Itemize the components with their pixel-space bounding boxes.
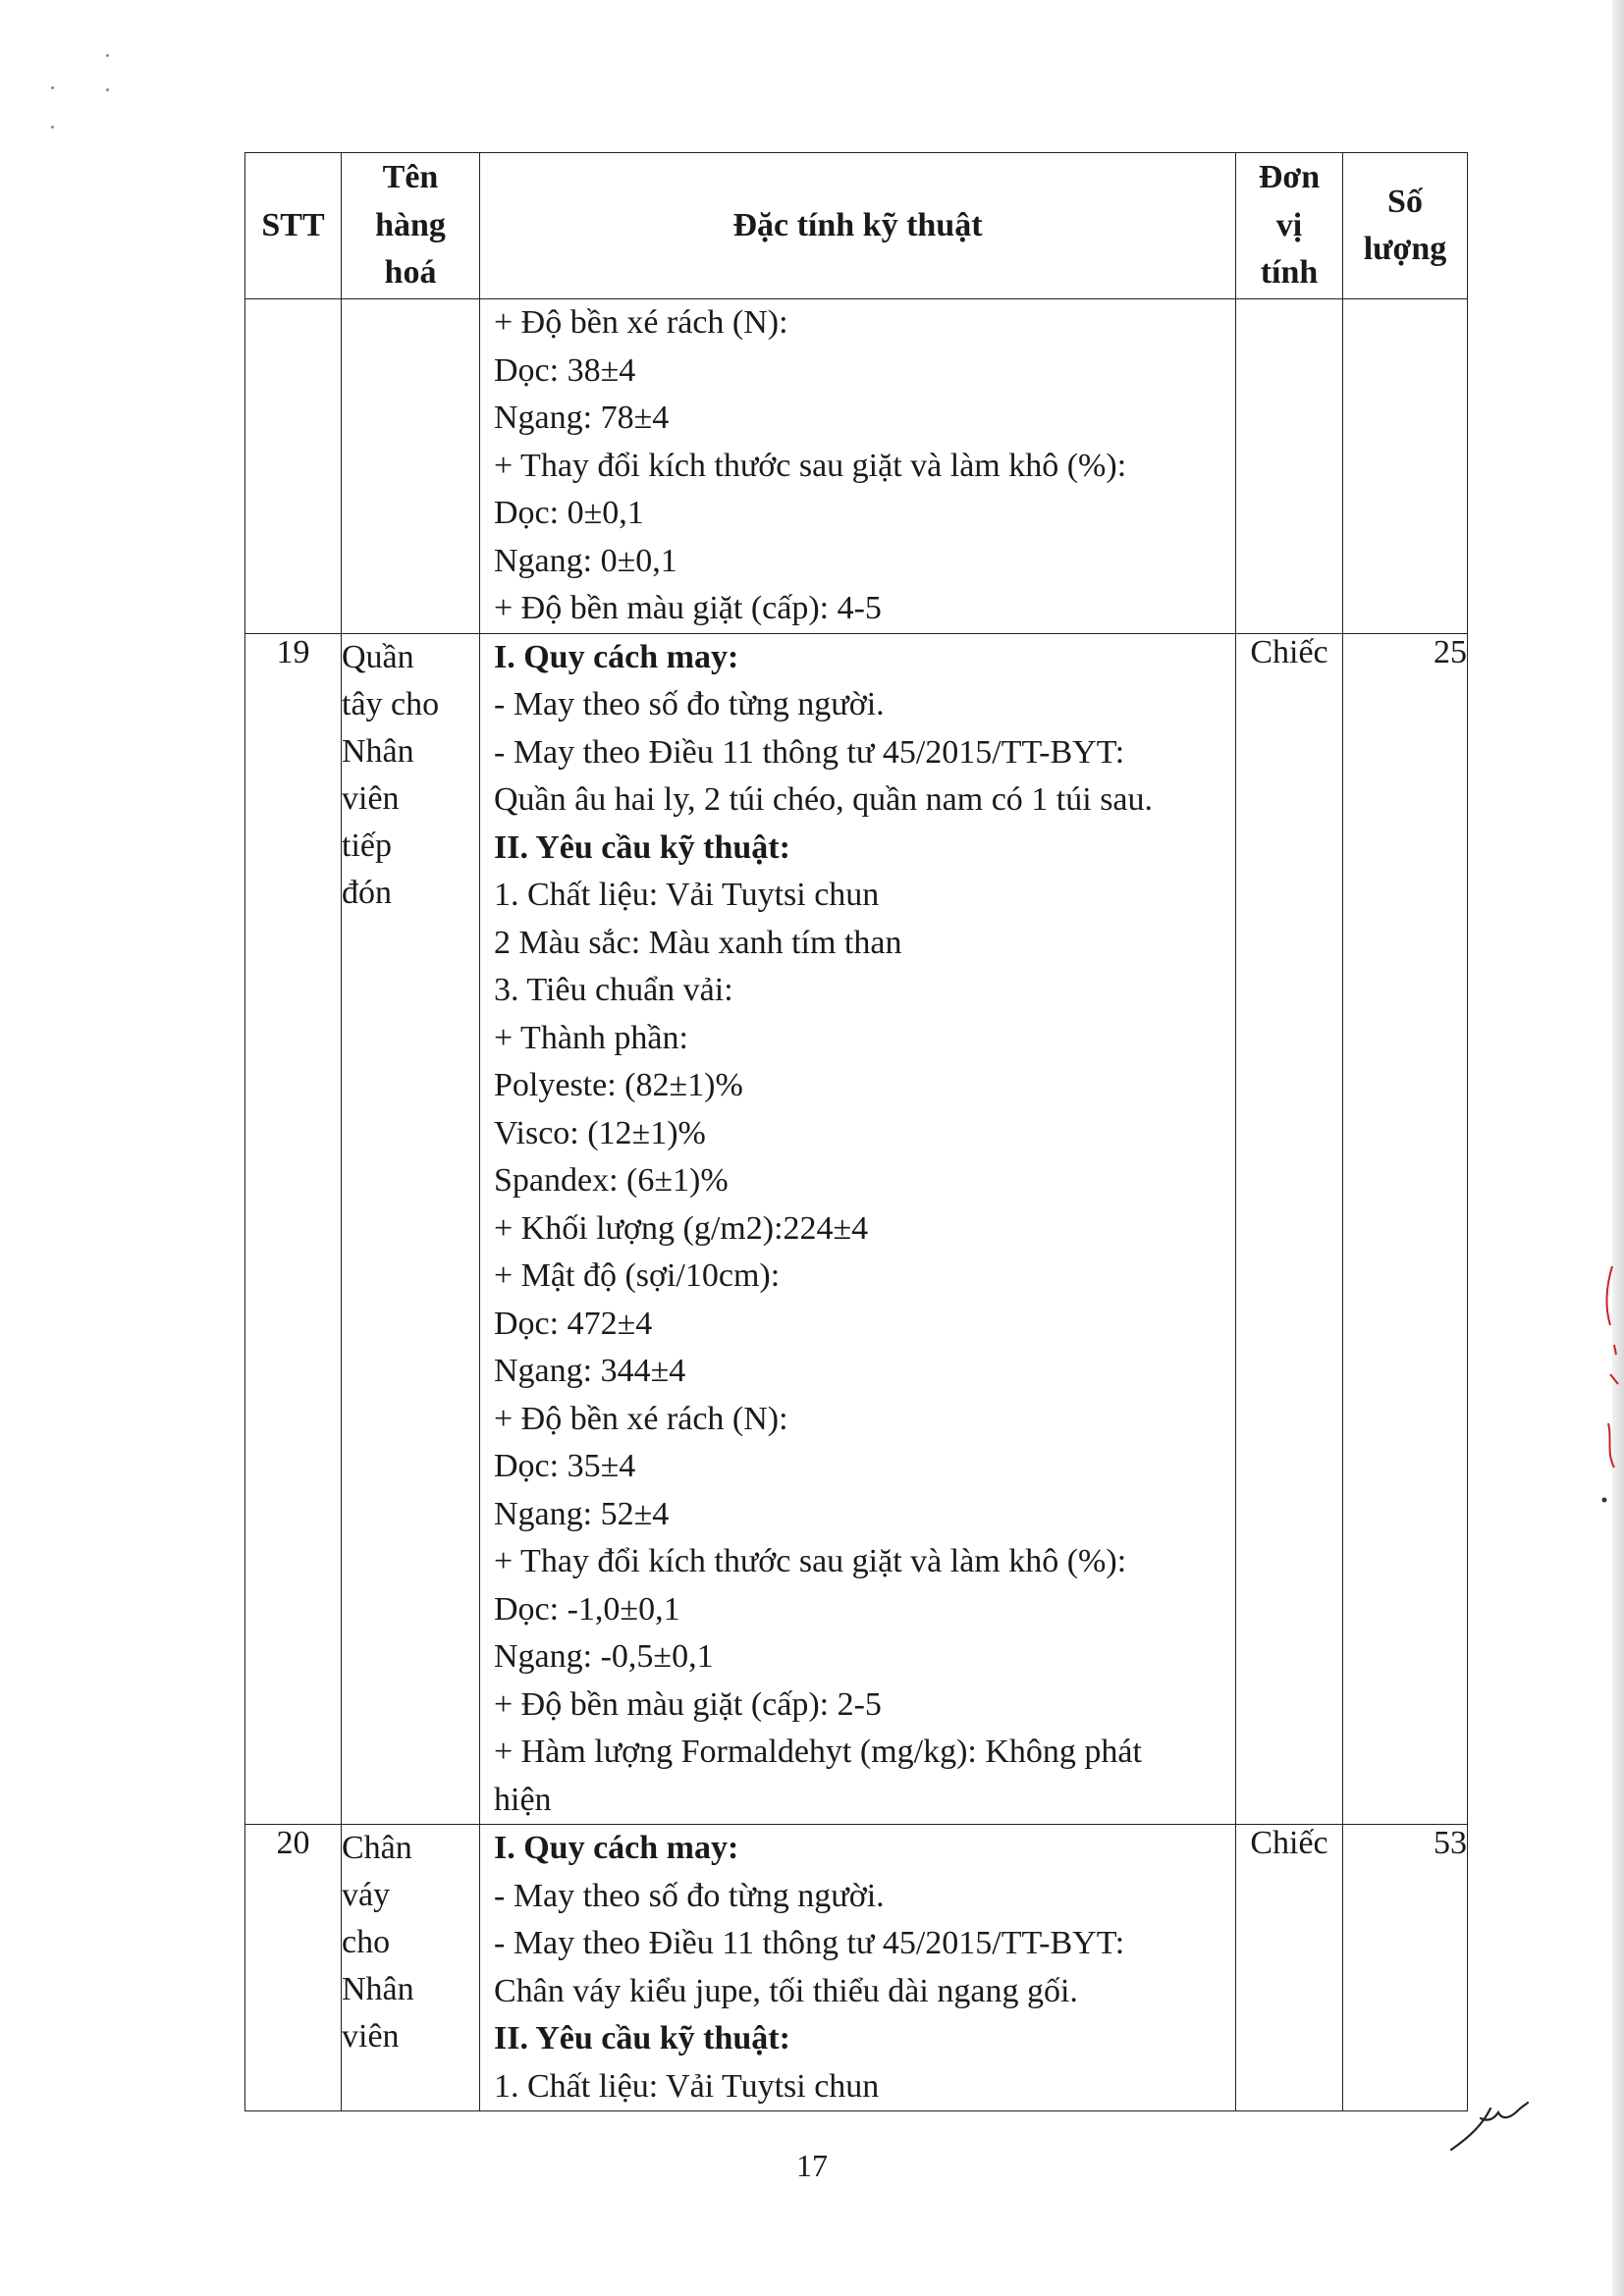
cell-stt: [245, 299, 342, 634]
cell-quantity: [1343, 299, 1468, 634]
header-text: tính: [1260, 254, 1319, 292]
spec-line: hiện: [494, 1781, 552, 1818]
cell-unit: [1236, 1825, 1343, 2111]
spec-line: Ngang: -0,5±0,1: [494, 1638, 714, 1675]
spec-line: 1. Chất liệu: Vải Tuytsi chun: [494, 2067, 880, 2105]
cell-unit: [1236, 633, 1343, 1825]
product-name-line: Nhân: [342, 732, 414, 770]
table-row-19: [245, 633, 1468, 1825]
cell-specification: [480, 633, 1236, 1825]
product-name-line: tây cho: [342, 685, 440, 722]
spec-line: Dọc: 35±4: [494, 1448, 636, 1484]
spec-line: - May theo Điều 11 thông tư 45/2015/TT-BYT:: [494, 733, 1125, 771]
quantity-value: 53: [1434, 1825, 1467, 1861]
header-product-name: [342, 153, 480, 299]
spec-line: Chân váy kiểu jupe, tối thiểu dài ngang gối.: [494, 1972, 1078, 2009]
spec-line: + Thành phần:: [494, 1019, 688, 1056]
spec-line: + Hàm lượng Formaldehyt (mg/kg): Không phát: [494, 1734, 1142, 1770]
header-text: Tên: [382, 159, 439, 196]
unit-value: Chiếc: [1250, 633, 1328, 670]
header-text: vị: [1275, 206, 1303, 243]
spec-line: Quần âu hai ly, 2 túi chéo, quần nam có 1 túi sau.: [494, 781, 1154, 818]
header-quantity: [1343, 153, 1468, 299]
header-text: Đặc tính kỹ thuật: [732, 206, 983, 243]
page-edge-shadow: [1612, 0, 1624, 2296]
specification-table: [244, 152, 1468, 2111]
spec-line: Ngang: 52±4: [494, 1495, 670, 1532]
product-name-line: tiếp: [342, 827, 392, 864]
spec-line: 3. Tiêu chuẩn vải:: [494, 972, 733, 1008]
table-row-continuation: [245, 299, 1468, 634]
cell-product-name: [342, 633, 480, 1825]
spec-line: Polyeste: (82±1)%: [494, 1067, 743, 1103]
unit-value: Chiếc: [1250, 1825, 1328, 1861]
spec-section-heading: II. Yêu cầu kỹ thuật:: [494, 828, 790, 866]
cell-specification: [480, 1825, 1236, 2111]
spec-line: Dọc: -1,0±0,1: [494, 1590, 680, 1628]
header-specification: [480, 153, 1236, 299]
red-stamp-edge: [1593, 1256, 1622, 1512]
product-name-line: đón: [342, 874, 392, 911]
header-text: hàng: [375, 206, 446, 243]
spec-line: - May theo Điều 11 thông tư 45/2015/TT-BYT:: [494, 1925, 1125, 1961]
product-name-line: Chân: [342, 1830, 412, 1866]
cell-specification: [480, 299, 1236, 634]
spec-line: + Thay đổi kích thước sau giặt và làm khô (%):: [494, 447, 1127, 484]
header-text: lượng: [1363, 231, 1447, 267]
spec-line: + Độ bền màu giặt (cấp): 4-5: [494, 590, 882, 626]
spec-line: Spandex: (6±1)%: [494, 1162, 729, 1199]
scan-speck: [51, 86, 54, 89]
spec-line: + Khối lượng (g/m2):224±4: [494, 1209, 869, 1247]
spec-line: Ngang: 344±4: [494, 1353, 686, 1389]
page-number: 17: [796, 2148, 828, 2183]
spec-section-heading: II. Yêu cầu kỹ thuật:: [494, 2020, 790, 2056]
cell-stt: [245, 633, 342, 1825]
spec-section-heading: I. Quy cách may:: [494, 1830, 739, 1866]
scan-speck: [106, 88, 109, 91]
spec-line: - May theo số đo từng người.: [494, 686, 885, 722]
product-name-line: Nhân: [342, 1971, 414, 2007]
table-header-row: [245, 153, 1468, 299]
spec-line: Visco: (12±1)%: [494, 1114, 706, 1151]
header-text: Số: [1387, 183, 1423, 220]
spec-line: + Độ bền xé rách (N):: [494, 304, 788, 341]
spec-line: - May theo số đo từng người.: [494, 1877, 885, 1914]
spec-section-heading: I. Quy cách may:: [494, 638, 739, 675]
cell-stt: [245, 1825, 342, 2111]
product-name-line: viên: [342, 2018, 400, 2055]
spec-line: Dọc: 472±4: [494, 1305, 653, 1342]
product-name-line: váy: [342, 1877, 391, 1913]
signature-mark: [1441, 2089, 1530, 2158]
cell-unit: [1236, 299, 1343, 634]
cell-quantity: [1343, 1825, 1468, 2111]
header-stt: [245, 153, 342, 299]
scan-speck: [51, 126, 54, 129]
spec-line: Ngang: 0±0,1: [494, 542, 677, 579]
spec-line: 1. Chất liệu: Vải Tuytsi chun: [494, 877, 880, 913]
row-number: 19: [276, 633, 310, 670]
product-name-line: Quần: [342, 638, 414, 675]
header-text: hoá: [384, 254, 437, 292]
product-name-line: cho: [342, 1924, 391, 1960]
spec-line: + Độ bền màu giặt (cấp): 2-5: [494, 1685, 882, 1723]
table-row-20: [245, 1825, 1468, 2111]
row-number: 20: [276, 1825, 310, 1861]
spec-line: Ngang: 78±4: [494, 400, 670, 436]
spec-line: + Độ bền xé rách (N):: [494, 1400, 788, 1437]
spec-line: + Mật độ (sợi/10cm):: [494, 1257, 781, 1294]
spec-line: Dọc: 0±0,1: [494, 495, 644, 531]
spec-line: Dọc: 38±4: [494, 351, 636, 389]
product-name-line: viên: [342, 779, 400, 817]
spec-line: + Thay đổi kích thước sau giặt và làm khô (%):: [494, 1543, 1127, 1579]
header-text: STT: [261, 206, 325, 243]
header-text: Đơn: [1258, 159, 1321, 196]
cell-product-name: [342, 299, 480, 634]
quantity-value: 25: [1434, 633, 1467, 670]
spec-line: 2 Màu sắc: Màu xanh tím than: [494, 924, 902, 961]
cell-product-name: [342, 1825, 480, 2111]
cell-quantity: [1343, 633, 1468, 1825]
header-unit: [1236, 153, 1343, 299]
scan-speck: [106, 54, 109, 57]
